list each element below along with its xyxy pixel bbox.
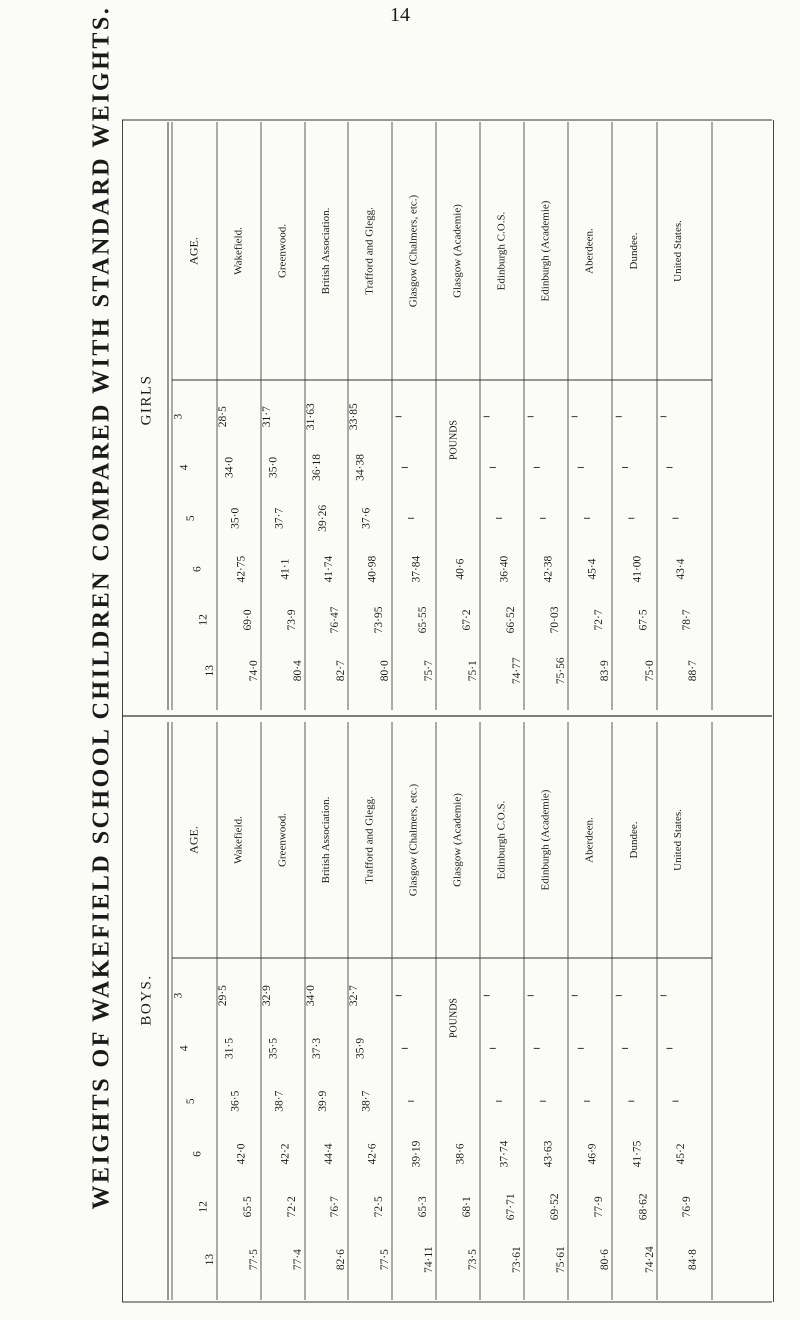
table-cell-greenwood: 42·2 (279, 1143, 292, 1165)
table-cell-british-association: 39·26 (317, 504, 330, 532)
table-cell-wakefield: 69·0 (241, 609, 254, 631)
section-label: BOYS. (138, 974, 155, 1026)
table-cell-edinburgh-academies: 75·56 (555, 657, 568, 685)
column-header-age: AGE. (186, 826, 201, 854)
column-header-aberdeen: Aberdeen. (583, 817, 596, 863)
table-cell-trafford: 40·98 (366, 555, 379, 583)
column-header-glasgow-academies: Glasgow (Academie) (451, 204, 464, 298)
table-cell-wakefield: 65·5 (241, 1196, 254, 1218)
table-cell-age: 3 (172, 992, 185, 999)
table-cell-trafford: 80·0 (379, 660, 392, 682)
column-header-united-states: United States. (672, 809, 685, 871)
table-cell-edinburgh-academies: 69·52 (548, 1193, 561, 1221)
table-cell-british-association: 41·74 (323, 555, 336, 583)
page-title: WEIGHTS OF WAKEFIELD SCHOOL CHILDREN COMPARED WITH STANDARD WEIGHTS. (88, 5, 115, 1210)
table-cell-wakefield: 36·5 (229, 1090, 242, 1112)
table-cell-edinburgh-academies: 70·03 (548, 606, 561, 634)
column-header-trafford: Trafford and Glegg. (363, 796, 376, 884)
table-cell-british-association: 82·7 (335, 660, 348, 682)
table-cell-wakefield: 42·75 (235, 555, 248, 583)
table-cell-greenwood: 35·5 (267, 1037, 280, 1059)
table-cell-trafford: 33·85 (348, 403, 361, 431)
unit-label: POUNDS (448, 997, 460, 1039)
table-cell-age: 4 (178, 1045, 191, 1052)
table-cell-british-association: 82·6 (335, 1249, 348, 1271)
page-number: 14 (390, 4, 410, 26)
table-cell-glasgow: 75·7 (423, 660, 436, 682)
table-cell-aberdeen: 77·9 (592, 1196, 605, 1218)
table-cell-british-association: 36·18 (311, 454, 324, 481)
table-cell-greenwood: 73·9 (285, 609, 298, 631)
table-cell-greenwood: 31·7 (261, 406, 274, 428)
table-cell-aberdeen: 72·7 (592, 609, 605, 631)
table-cell-wakefield: 34·0 (223, 456, 236, 479)
table-cell-age: 6 (191, 1151, 204, 1157)
table-cell-dundee: 67·5 (637, 609, 650, 631)
table-cell-wakefield: 35·0 (229, 507, 242, 529)
table-cell-glasgow: 39·19 (410, 1140, 423, 1168)
table-cell-edinburgh-cos: 66·52 (504, 606, 517, 634)
table-cell-edinburgh-academies: 42·38 (542, 555, 555, 583)
column-header-united-states: United States. (672, 220, 685, 282)
column-header-aberdeen: Aberdeen. (583, 228, 596, 274)
table-cell-edinburgh-cos: 36·40 (498, 555, 511, 583)
column-header-wakefield: Wakefield. (232, 227, 245, 275)
table-cell-edinburgh-cos: 37·74 (498, 1140, 511, 1168)
table-cell-trafford: 42·6 (366, 1143, 379, 1165)
table-cell-wakefield: 29·5 (217, 985, 230, 1007)
table-cell-glasgow-academies: 67·2 (460, 609, 473, 631)
section-boys (168, 722, 712, 1300)
table-cell-united-states: 88·7 (687, 660, 700, 682)
section-label: GIRLS (138, 374, 155, 426)
column-header-greenwood: Greenwood. (276, 223, 289, 279)
table-cell-age: 12 (197, 614, 210, 626)
table-cell-greenwood: 37·7 (273, 507, 286, 529)
table-cell-glasgow-academies: 75·1 (467, 660, 480, 682)
table-cell-greenwood: 32·9 (261, 985, 274, 1007)
column-header-trafford: Trafford and Glegg. (363, 207, 376, 295)
table-cell-dundee: 41·00 (631, 555, 644, 583)
table-cell-age: 13 (203, 664, 216, 677)
table-cell-aberdeen: 46·9 (586, 1143, 599, 1165)
column-header-edinburgh-academies: Edinburgh (Academie) (539, 200, 552, 302)
table-cell-british-association: 76·7 (329, 1196, 342, 1218)
table-cell-trafford: 37·6 (360, 507, 373, 529)
table-cell-british-association: 76·47 (329, 606, 342, 634)
table-cell-edinburgh-cos: 74·77 (511, 657, 524, 685)
table-cell-greenwood: 72·2 (285, 1196, 298, 1218)
table-cell-age: 3 (172, 413, 185, 420)
column-header-glasgow: Glasgow (Chalmers, etc.) (407, 194, 420, 308)
table-cell-united-states: 84·8 (687, 1249, 700, 1271)
table-cell-dundee: 75·0 (643, 660, 656, 682)
table-cell-edinburgh-academies: 75·61 (555, 1246, 568, 1274)
table-cell-age: 13 (203, 1253, 216, 1266)
table-cell-wakefield: 77·5 (248, 1249, 261, 1271)
table-cell-edinburgh-academies: 43·63 (542, 1140, 555, 1168)
table-cell-glasgow-academies: 68·1 (460, 1196, 473, 1218)
column-header-dundee: Dundee. (628, 232, 641, 270)
table-cell-wakefield: 42·0 (235, 1143, 248, 1165)
table-cell-greenwood: 77·4 (292, 1249, 305, 1271)
table-cell-glasgow: 65·55 (416, 606, 429, 634)
table-cell-british-association: 39·9 (317, 1090, 330, 1112)
table-cell-age: 5 (184, 1098, 197, 1105)
column-header-wakefield: Wakefield. (232, 816, 245, 864)
table-cell-greenwood: 41·1 (279, 558, 292, 580)
table-cell-edinburgh-cos: 67·71 (504, 1193, 517, 1221)
table-cell-united-states: 45·2 (675, 1143, 688, 1165)
column-header-glasgow: Glasgow (Chalmers, etc.) (407, 783, 420, 897)
table-cell-trafford: 34·38 (354, 454, 367, 481)
table-cell-glasgow-academies: 38·6 (454, 1143, 467, 1165)
table-cell-aberdeen: 83·9 (599, 660, 612, 682)
table-cell-edinburgh-cos: 73·61 (511, 1246, 524, 1274)
table-cell-wakefield: 74·0 (248, 660, 261, 682)
table-cell-united-states: 76·9 (681, 1196, 694, 1218)
table-cell-glasgow-academies: 73·5 (467, 1249, 480, 1271)
table-cell-dundee: 68·62 (637, 1193, 650, 1221)
column-header-dundee: Dundee. (628, 821, 641, 859)
column-header-glasgow-academies: Glasgow (Academie) (451, 793, 464, 887)
table-cell-united-states: 43·4 (675, 558, 688, 580)
table-cell-age: 4 (178, 464, 191, 471)
table-cell-age: 5 (184, 515, 197, 522)
table-cell-trafford: 35·9 (354, 1037, 367, 1059)
table-cell-british-association: 31·63 (305, 403, 318, 431)
table-cell-greenwood: 38·7 (273, 1090, 286, 1112)
column-header-british-association: British Association. (320, 207, 333, 295)
table-cell-glasgow: 65·3 (416, 1196, 429, 1218)
column-header-greenwood: Greenwood. (276, 812, 289, 868)
table-cell-british-association: 37·3 (311, 1037, 324, 1059)
table-cell-wakefield: 28·5 (217, 406, 230, 428)
column-header-edinburgh-cos: Edinburgh C.O.S. (495, 800, 508, 880)
column-header-edinburgh-cos: Edinburgh C.O.S. (495, 211, 508, 291)
table-cell-glasgow: 37·84 (410, 555, 423, 583)
table-cell-trafford: 77·5 (379, 1249, 392, 1271)
table-cell-trafford: 38·7 (360, 1090, 373, 1112)
table-cell-wakefield: 31·5 (223, 1037, 236, 1059)
table-cell-british-association: 34·0 (305, 985, 318, 1007)
table-cell-age: 12 (197, 1201, 210, 1213)
table-cell-aberdeen: 45·4 (586, 558, 599, 580)
column-header-british-association: British Association. (320, 796, 333, 884)
table-cell-dundee: 41·75 (631, 1140, 644, 1168)
table-cell-dundee: 74·24 (643, 1246, 656, 1274)
table-cell-glasgow: 74·11 (423, 1246, 436, 1273)
table-cell-united-states: 78·7 (681, 609, 694, 631)
table-cell-trafford: 32·7 (348, 985, 361, 1007)
table-cell-trafford: 72·5 (372, 1196, 385, 1218)
table-cell-trafford: 73·95 (372, 606, 385, 634)
table-cell-aberdeen: 80·6 (599, 1249, 612, 1271)
table-cell-greenwood: 35·0 (267, 456, 280, 479)
table-cell-british-association: 44·4 (323, 1143, 336, 1165)
column-header-age: AGE. (186, 237, 201, 265)
table-cell-age: 6 (191, 566, 204, 572)
table-cell-glasgow-academies: 40·6 (454, 558, 467, 580)
column-header-edinburgh-academies: Edinburgh (Academie) (539, 789, 552, 891)
section-girls (168, 122, 712, 710)
unit-label: POUNDS (448, 419, 460, 461)
table-cell-greenwood: 80·4 (292, 660, 305, 682)
